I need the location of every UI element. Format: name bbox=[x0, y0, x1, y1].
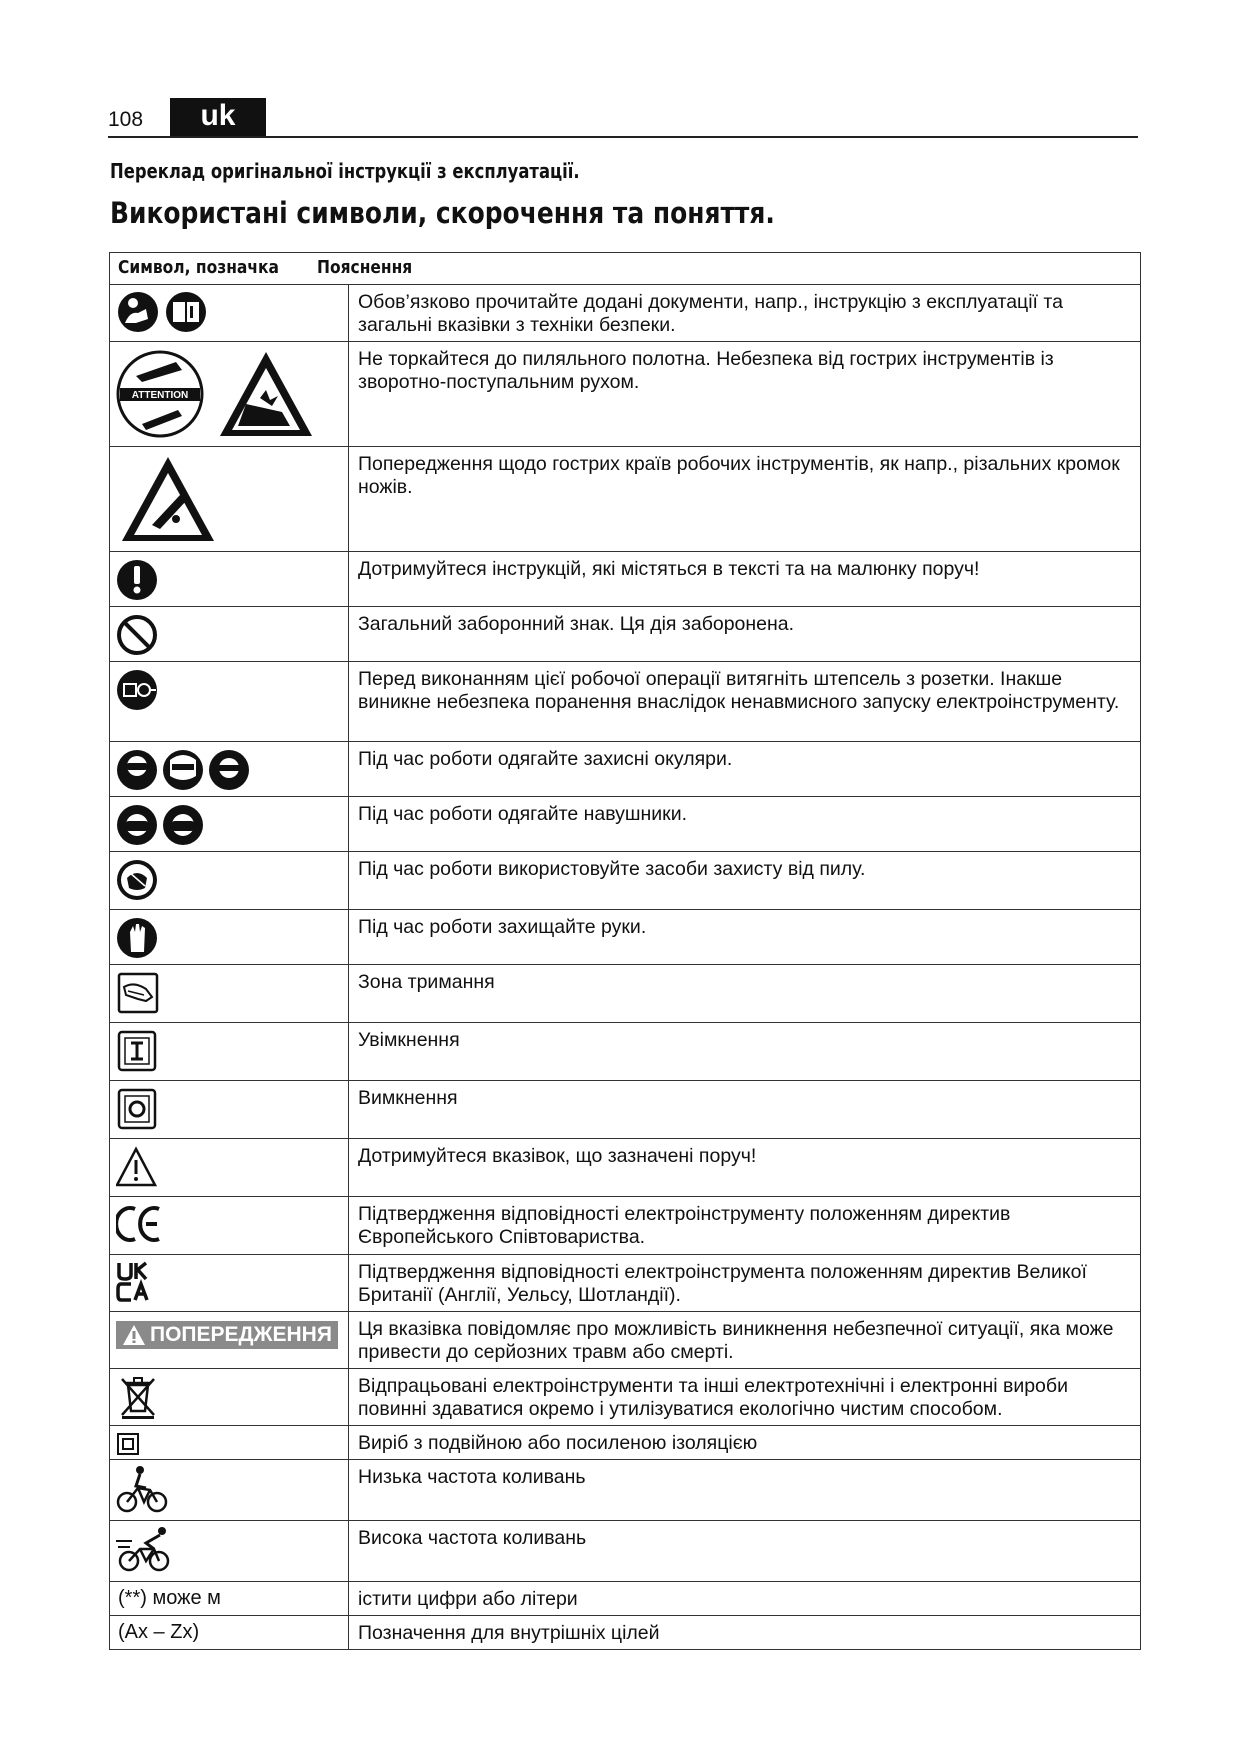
dust-mask-icon bbox=[117, 860, 157, 900]
symbol-cell bbox=[110, 285, 349, 342]
symbol-cell bbox=[110, 1023, 349, 1081]
table-row bbox=[110, 1426, 1141, 1460]
symbol-cell bbox=[110, 342, 349, 447]
goggles-icon bbox=[117, 750, 157, 790]
explanation-text: Відпрацьовані електроінструменти та інші електротехнічні і електронні вироби повинні здаватися окремо і утилізуватися екологічно чистим способом. bbox=[358, 1375, 1068, 1420]
explanation-cell bbox=[349, 607, 1141, 662]
symbol-cell bbox=[110, 742, 349, 797]
section-title: Використані символи, скорочення та поняття. bbox=[110, 196, 775, 230]
prohibition-icon bbox=[119, 617, 155, 653]
high-vibration-bike-icon bbox=[116, 1527, 168, 1570]
symbol-text: (**) може м bbox=[118, 1587, 221, 1609]
explanation-text: Дотримуйтеся інструкцій, які містяться в тексті та на малюнку поруч! bbox=[358, 558, 980, 580]
explanation-cell bbox=[349, 852, 1141, 910]
table-row bbox=[110, 797, 1141, 852]
explanation-cell bbox=[349, 447, 1141, 552]
explanation-text: Обов’язково прочитайте додані документи, напр., інструкцію з експлуатації та загальні вказівки з техніки безпеки. bbox=[358, 291, 1063, 336]
explanation-cell bbox=[349, 1139, 1141, 1197]
warning-badge-icon bbox=[116, 1321, 338, 1349]
language-tab: uk bbox=[170, 98, 266, 136]
explanation-text: Позначення для внутрішніх цілей bbox=[358, 1622, 660, 1644]
explanation-cell bbox=[349, 1460, 1141, 1521]
explanation-cell bbox=[349, 1197, 1141, 1255]
table-row bbox=[110, 1197, 1141, 1255]
explanation-text: Підтвердження відповідності електроінструменту положенням директив Європейського Співтовариства. bbox=[358, 1203, 1011, 1248]
table-row bbox=[110, 285, 1141, 342]
symbol-cell bbox=[110, 1521, 349, 1582]
table-row bbox=[110, 742, 1141, 797]
table-header-row bbox=[110, 253, 1141, 285]
table-row bbox=[110, 662, 1141, 742]
symbol-cell bbox=[110, 910, 349, 965]
symbol-cell bbox=[110, 607, 349, 662]
grip-zone-icon bbox=[119, 974, 157, 1012]
info-book-icon bbox=[166, 292, 206, 332]
explanation-cell bbox=[349, 910, 1141, 965]
table-header bbox=[110, 253, 1141, 285]
table-row bbox=[110, 552, 1141, 607]
explanation-text: істити цифри або літери bbox=[358, 1588, 578, 1610]
exclamation-icon bbox=[117, 560, 157, 600]
explanation-cell bbox=[349, 742, 1141, 797]
explanation-cell bbox=[349, 342, 1141, 447]
column-header-symbol: Символ, позначка bbox=[118, 257, 279, 278]
explanation-cell bbox=[349, 1023, 1141, 1081]
unplug-icon bbox=[117, 670, 157, 710]
symbol-cell bbox=[110, 852, 349, 910]
symbol-cell bbox=[110, 797, 349, 852]
explanation-text: Попередження щодо гострих країв робочих інструментів, як напр., різальних кромок ножів. bbox=[358, 453, 1120, 498]
explanation-text: Вимкнення bbox=[358, 1087, 458, 1109]
explanation-cell bbox=[349, 552, 1141, 607]
ear-protection-icon bbox=[163, 805, 203, 845]
explanation-text: Підтвердження відповідності електроінструмента положенням директив Великої Британії (Англії, Уельсу, Шотландії). bbox=[358, 1261, 1087, 1306]
safety-glasses-icon bbox=[209, 750, 249, 790]
explanation-text: Виріб з подвійною або посиленою ізоляцією bbox=[358, 1432, 758, 1454]
table-row bbox=[110, 1369, 1141, 1426]
explanation-text: Ця вказівка повідомляє про можливість виникнення небезпечної ситуації, яка може привести до серйозних травм або смерті. bbox=[358, 1318, 1114, 1363]
read-manual-icon bbox=[118, 292, 158, 332]
ear-protection-icon bbox=[117, 805, 157, 845]
table-row bbox=[110, 965, 1141, 1023]
table-row bbox=[110, 1460, 1141, 1521]
column-header-explanation: Пояснення bbox=[317, 257, 413, 278]
power-off-icon bbox=[119, 1090, 155, 1128]
low-vibration-bike-icon bbox=[118, 1466, 166, 1511]
warning-badge-label: ПОПЕРЕДЖЕННЯ bbox=[150, 1323, 332, 1346]
table-row bbox=[110, 607, 1141, 662]
explanation-text: Увімкнення bbox=[358, 1029, 460, 1051]
explanation-cell bbox=[349, 1582, 1141, 1616]
attention-blade-icon bbox=[118, 352, 202, 436]
symbol-cell bbox=[110, 447, 349, 552]
table-row bbox=[110, 1582, 1141, 1616]
attention-badge-text: ATTENTION bbox=[131, 390, 189, 401]
explanation-cell bbox=[349, 285, 1141, 342]
explanation-text: Під час роботи одягайте навушники. bbox=[358, 803, 688, 825]
explanation-cell bbox=[349, 1426, 1141, 1460]
explanation-cell bbox=[349, 662, 1141, 742]
sharp-edge-warning-icon bbox=[122, 457, 214, 541]
power-on-icon bbox=[119, 1032, 155, 1070]
explanation-text: Під час роботи захищайте руки. bbox=[358, 916, 647, 938]
table-row bbox=[110, 1023, 1141, 1081]
explanation-text: Висока частота коливань bbox=[358, 1527, 587, 1549]
explanation-text: Перед виконанням цієї робочої операції витягніть штепсель з розетки. Інакше виникне небезпека поранення внаслідок ненавмисного запуску електроінструменту. bbox=[358, 668, 1120, 713]
table-row bbox=[110, 910, 1141, 965]
caution-triangle-icon bbox=[117, 1149, 155, 1185]
explanation-cell bbox=[349, 1521, 1141, 1582]
symbol-cell bbox=[110, 1369, 349, 1426]
face-shield-icon bbox=[163, 750, 203, 790]
symbol-cell bbox=[110, 1616, 349, 1650]
explanation-text: Не торкайтеся до пиляльного полотна. Небезпека від гострих інструментів із зворотно-поступальним рухом. bbox=[358, 348, 1054, 393]
symbol-cell bbox=[110, 965, 349, 1023]
explanation-text: Під час роботи використовуйте засоби захисту від пилу. bbox=[358, 858, 866, 880]
symbol-cell bbox=[110, 552, 349, 607]
explanation-text: Під час роботи одягайте захисні окуляри. bbox=[358, 748, 733, 770]
explanation-text: Загальний заборонний знак. Ця дія заборонена. bbox=[358, 613, 795, 635]
symbol-cell bbox=[110, 1312, 349, 1369]
symbol-cell bbox=[110, 1582, 349, 1616]
double-insulation-icon bbox=[118, 1434, 138, 1454]
table-row bbox=[110, 852, 1141, 910]
explanation-text: Дотримуйтеся вказівок, що зазначені поруч! bbox=[358, 1145, 757, 1167]
symbol-cell bbox=[110, 1197, 349, 1255]
explanation-cell bbox=[349, 1081, 1141, 1139]
table-row bbox=[110, 1312, 1141, 1369]
symbol-cell bbox=[110, 1460, 349, 1521]
ce-mark-icon bbox=[116, 1208, 159, 1240]
table-row bbox=[110, 1616, 1141, 1650]
symbol-cell bbox=[110, 1255, 349, 1312]
table-row bbox=[110, 447, 1141, 552]
page-number: 108 bbox=[108, 108, 144, 131]
explanation-cell bbox=[349, 965, 1141, 1023]
symbol-cell bbox=[110, 1139, 349, 1197]
ukca-mark-icon bbox=[118, 1263, 147, 1300]
explanation-cell bbox=[349, 1255, 1141, 1312]
weee-bin-icon bbox=[122, 1378, 154, 1419]
table-row bbox=[110, 1521, 1141, 1582]
symbol-cell bbox=[110, 1426, 349, 1460]
explanation-cell bbox=[349, 1616, 1141, 1650]
document-subtitle: Переклад оригінальної інструкції з експлуатації. bbox=[110, 159, 580, 183]
table-row bbox=[110, 1081, 1141, 1139]
symbol-text: (Ax – Zx) bbox=[118, 1621, 200, 1643]
page-header bbox=[108, 98, 1138, 140]
explanation-text: Низька частота коливань bbox=[358, 1466, 586, 1488]
table-row bbox=[110, 1139, 1141, 1197]
explanation-cell bbox=[349, 797, 1141, 852]
symbols-table bbox=[109, 252, 1141, 1650]
symbol-cell bbox=[110, 1081, 349, 1139]
explanation-cell bbox=[349, 1312, 1141, 1369]
table-row bbox=[110, 342, 1141, 447]
symbol-cell bbox=[110, 662, 349, 742]
explanation-cell bbox=[349, 1369, 1141, 1426]
blade-warning-triangle-icon bbox=[220, 352, 312, 436]
header-rule bbox=[108, 136, 1138, 138]
gloves-icon bbox=[117, 918, 157, 958]
explanation-text: Зона тримання bbox=[358, 971, 495, 993]
table-row bbox=[110, 1255, 1141, 1312]
